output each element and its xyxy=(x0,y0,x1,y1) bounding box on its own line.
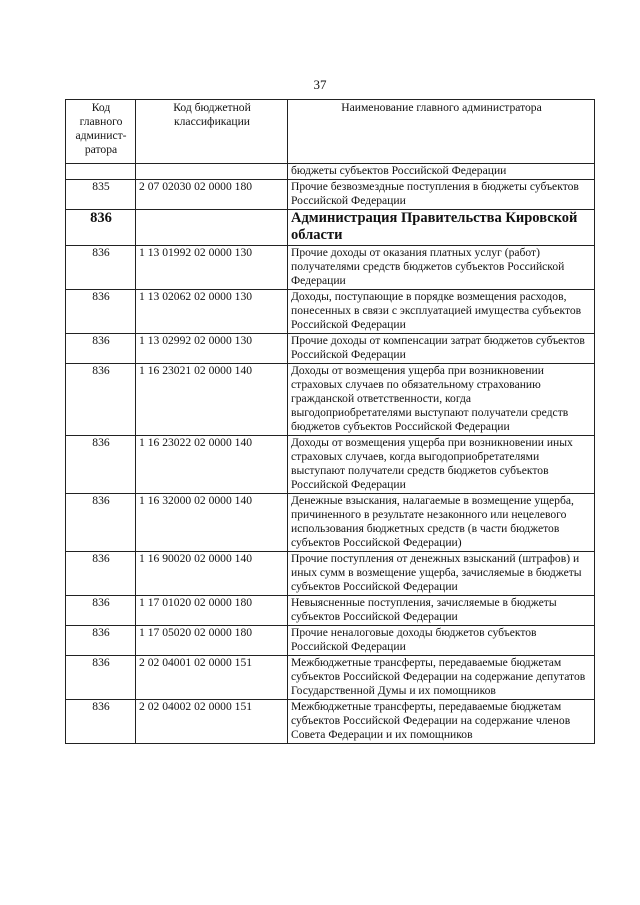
kbk-cell xyxy=(136,210,288,246)
kbk-cell: 1 16 90020 02 0000 140 xyxy=(136,552,288,596)
table-row xyxy=(66,626,595,656)
admin-code-cell: 836 xyxy=(66,246,136,290)
admin-code-cell: 836 xyxy=(66,210,136,246)
kbk-cell: 1 13 02062 02 0000 130 xyxy=(136,290,288,334)
table-row xyxy=(66,656,595,700)
admin-name-cell: Прочие неналоговые доходы бюджетов субъектов Российской Федерации xyxy=(288,626,595,656)
table-row xyxy=(66,334,595,364)
kbk-cell: 1 13 02992 02 0000 130 xyxy=(136,334,288,364)
table-row xyxy=(66,164,595,180)
admin-code-cell: 836 xyxy=(66,290,136,334)
table-row xyxy=(66,246,595,290)
kbk-cell: 1 16 23022 02 0000 140 xyxy=(136,436,288,494)
header-admin-name: Наименование главного администратора xyxy=(288,100,595,164)
admin-code-cell: 835 xyxy=(66,180,136,210)
admin-code-cell: 836 xyxy=(66,626,136,656)
admin-code-cell: 836 xyxy=(66,552,136,596)
table-header-row xyxy=(66,100,595,164)
admin-name-cell: Невыясненные поступления, зачисляемые в бюджеты субъектов Российской Федерации xyxy=(288,596,595,626)
admin-code-cell: 836 xyxy=(66,700,136,744)
admin-name-cell: бюджеты субъектов Российской Федерации xyxy=(288,164,595,180)
kbk-cell: 2 02 04002 02 0000 151 xyxy=(136,700,288,744)
table-row xyxy=(66,290,595,334)
admin-name-cell: Доходы от возмещения ущерба при возникновении иных страховых случаев, когда выгодоприобретателями выступают получатели средств бюджетов субъектов Российской Федерации xyxy=(288,436,595,494)
table-row xyxy=(66,552,595,596)
kbk-cell: 1 16 32000 02 0000 140 xyxy=(136,494,288,552)
section-row xyxy=(66,210,595,246)
admin-code-cell xyxy=(66,164,136,180)
admin-name-cell: Администрация Правительства Кировской области xyxy=(288,210,595,246)
table-row xyxy=(66,180,595,210)
page-number: 37 xyxy=(313,77,327,92)
budget-classification-table xyxy=(65,99,595,744)
admin-name-cell: Прочие доходы от оказания платных услуг (работ) получателями средств бюджетов субъектов Российской Федерации xyxy=(288,246,595,290)
kbk-cell: 1 16 23021 02 0000 140 xyxy=(136,364,288,436)
admin-name-cell: Межбюджетные трансферты, передаваемые бюджетам субъектов Российской Федерации на содержание членов Совета Федерации и их помощников xyxy=(288,700,595,744)
admin-name-cell: Прочие поступления от денежных взысканий (штрафов) и иных сумм в возмещение ущерба, зачисляемые в бюджеты субъектов Российской Федерации xyxy=(288,552,595,596)
admin-code-cell: 836 xyxy=(66,436,136,494)
table-row xyxy=(66,494,595,552)
admin-name-cell: Прочие безвозмездные поступления в бюджеты субъектов Российской Федерации xyxy=(288,180,595,210)
table-row xyxy=(66,596,595,626)
kbk-cell: 1 17 01020 02 0000 180 xyxy=(136,596,288,626)
table-row xyxy=(66,364,595,436)
kbk-cell: 1 17 05020 02 0000 180 xyxy=(136,626,288,656)
admin-name-cell: Прочие доходы от компенсации затрат бюджетов субъектов Российской Федерации xyxy=(288,334,595,364)
admin-code-cell: 836 xyxy=(66,494,136,552)
admin-code-cell: 836 xyxy=(66,656,136,700)
admin-name-cell: Доходы от возмещения ущерба при возникновении страховых случаев по обязательному страхованию гражданской ответственности, когда выгодоприобретателями выступают получатели средств бюджетов субъектов Российской Федерации xyxy=(288,364,595,436)
header-kbk: Код бюджетной классификации xyxy=(136,100,288,164)
kbk-cell: 1 13 01992 02 0000 130 xyxy=(136,246,288,290)
admin-code-cell: 836 xyxy=(66,364,136,436)
kbk-cell xyxy=(136,164,288,180)
admin-code-cell: 836 xyxy=(66,334,136,364)
kbk-cell: 2 02 04001 02 0000 151 xyxy=(136,656,288,700)
header-admin-code: Код главного админист-ратора xyxy=(66,100,136,164)
admin-name-cell: Межбюджетные трансферты, передаваемые бюджетам субъектов Российской Федерации на содержание депутатов Государственной Думы и их помощников xyxy=(288,656,595,700)
table-row xyxy=(66,436,595,494)
table-row xyxy=(66,700,595,744)
admin-code-cell: 836 xyxy=(66,596,136,626)
kbk-cell: 2 07 02030 02 0000 180 xyxy=(136,180,288,210)
admin-name-cell: Денежные взыскания, налагаемые в возмещение ущерба, причиненного в результате незаконного или нецелевого использования бюджетных средств (в части бюджетов субъектов Российской Федерации) xyxy=(288,494,595,552)
admin-name-cell: Доходы, поступающие в порядке возмещения расходов, понесенных в связи с эксплуатацией имущества субъектов Российской Федерации xyxy=(288,290,595,334)
